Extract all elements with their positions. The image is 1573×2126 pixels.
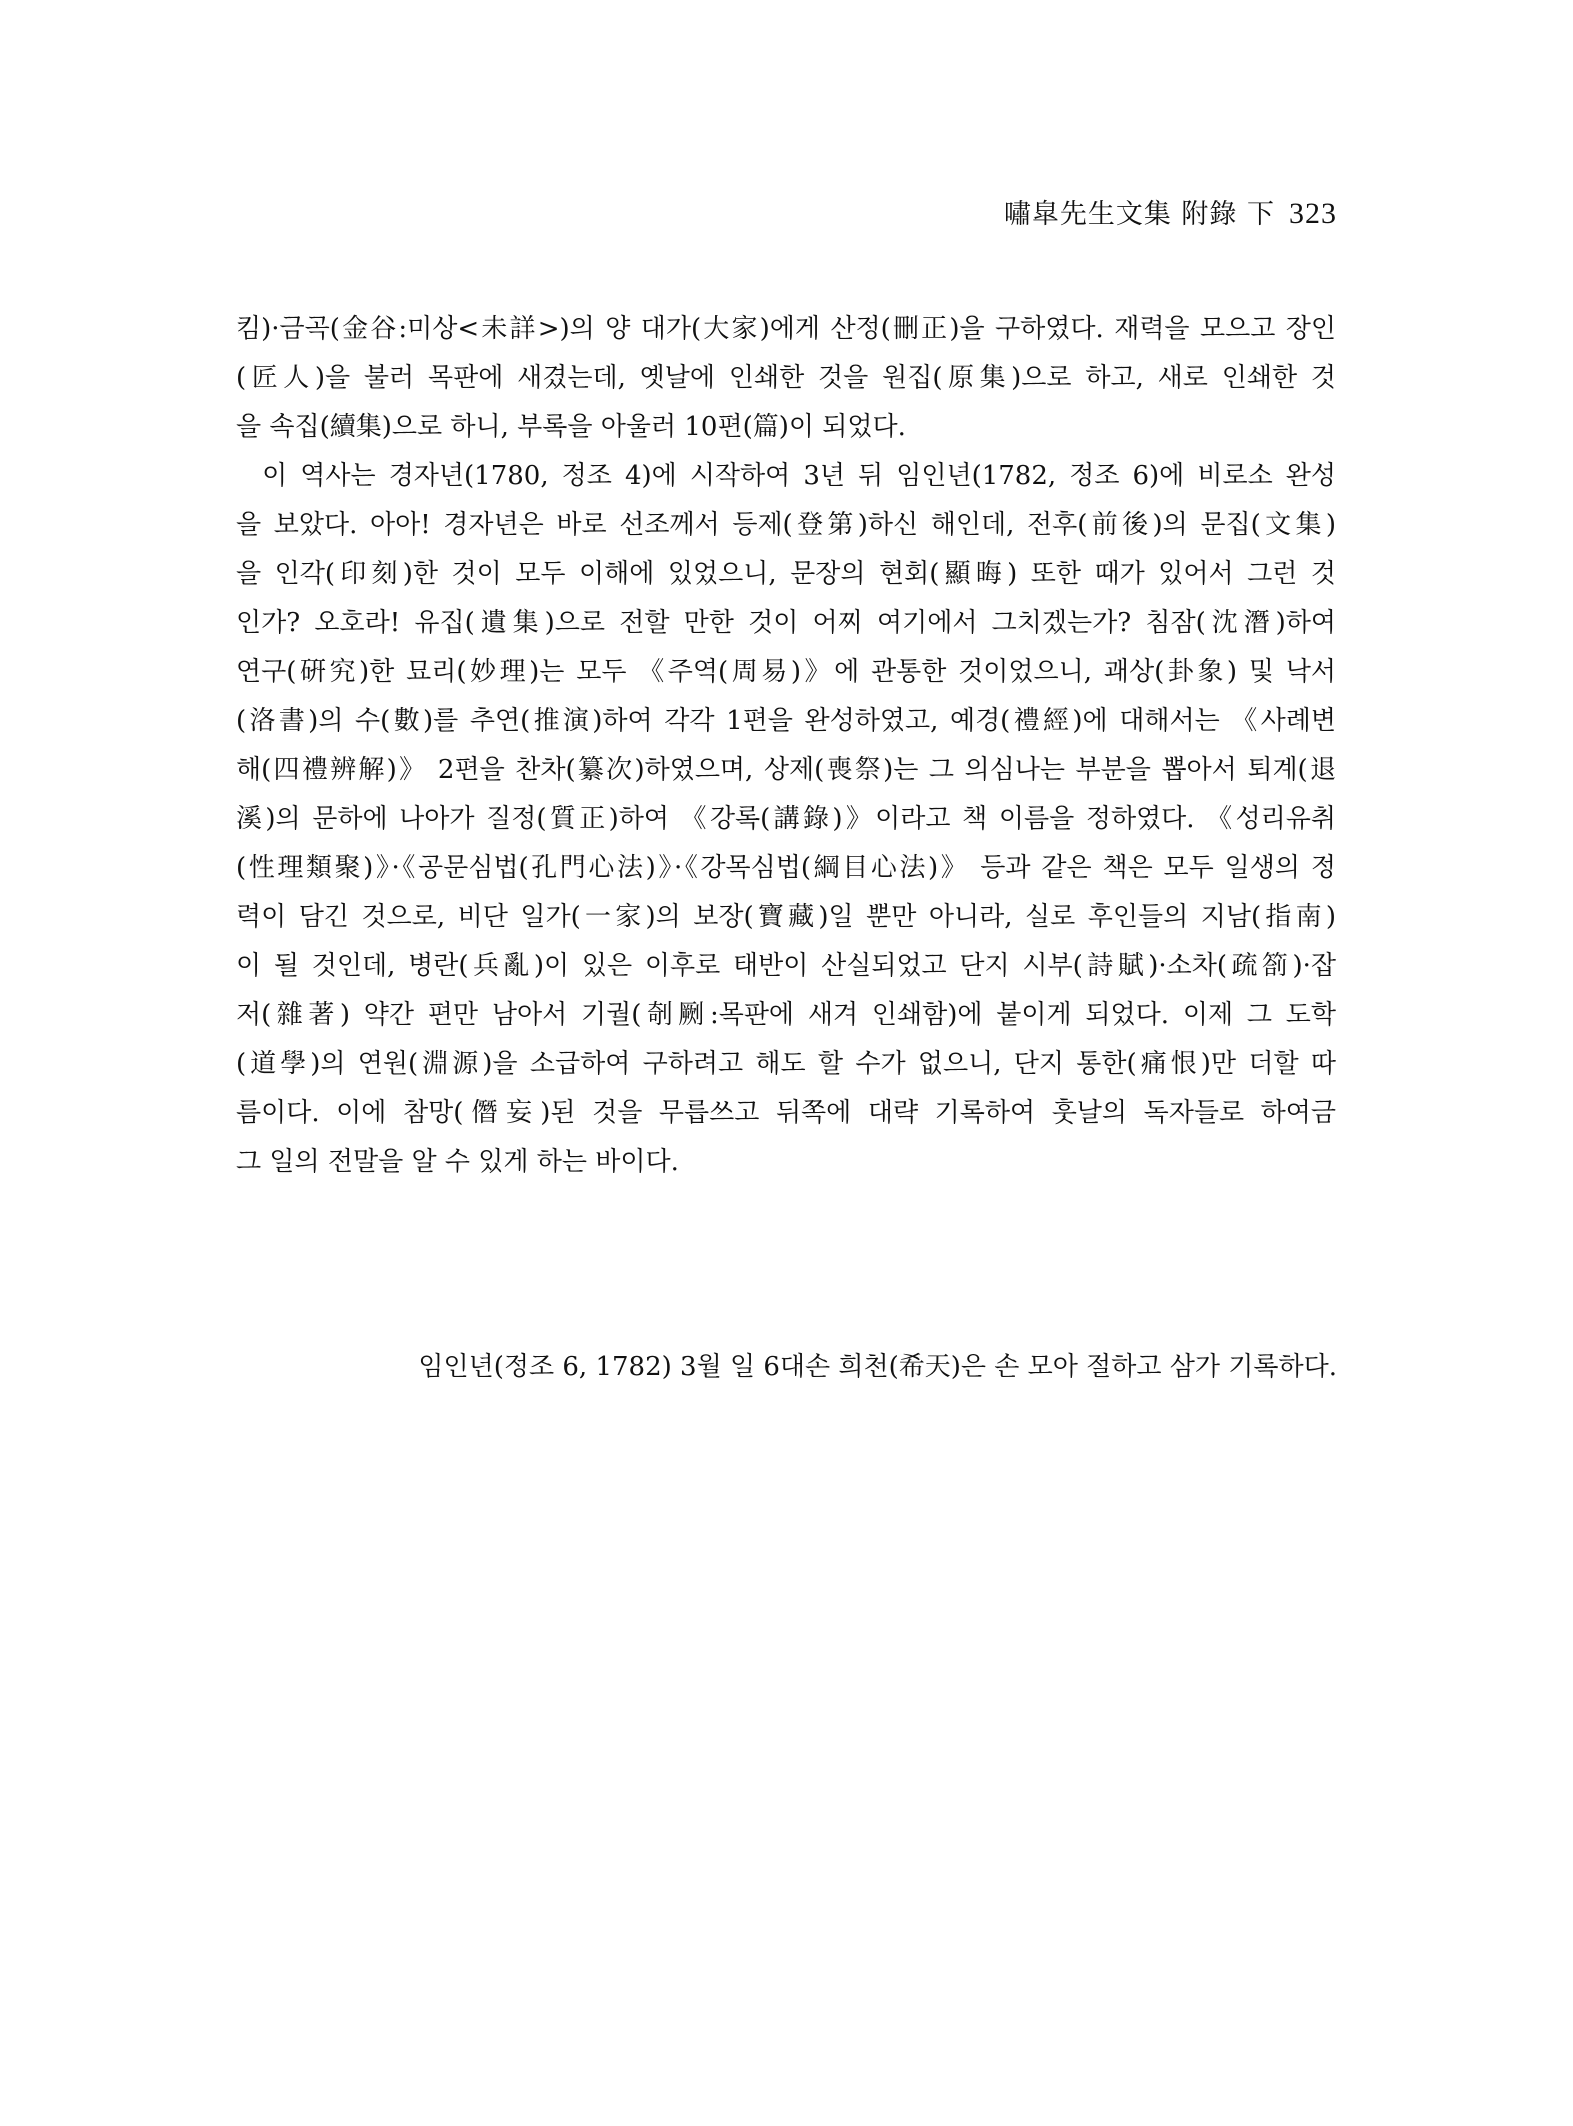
body-text [236, 305, 1336, 1187]
signature-line: 임인년(정조 6, 1782) 3월 일 6대손 희천(希天)은 손 모아 절하고 삼가 기록하다. [418, 1352, 1337, 1382]
text-line: 을 속집(續集)으로 하니, 부록을 아울러 10편(篇)이 되었다. [236, 412, 906, 442]
running-header [1004, 192, 1337, 231]
paragraph [236, 305, 1336, 452]
text-line: 이 될 것인데, 병란(兵亂)이 있은 이후로 태반이 산실되었고 단지 시부(詩賦)·소차(疏箚)·잡 [236, 951, 1336, 981]
text-line: 그 일의 전말을 알 수 있게 하는 바이다. [236, 1147, 679, 1177]
text-line: 력이 담긴 것으로, 비단 일가(一家)의 보장(寶藏)일 뿐만 아니라, 실로 후인들의 지남(指南) [236, 902, 1336, 932]
text-line: 저(雜著) 약간 편만 남아서 기궐(剞劂:목판에 새겨 인쇄함)에 붙이게 되었다. 이제 그 도학 [236, 1000, 1336, 1030]
text-line: 연구(硏究)한 묘리(妙理)는 모두 《주역(周易)》에 관통한 것이었으니, 괘상(卦象) 및 낙서 [236, 657, 1336, 687]
text-line: 킴)·금곡(金谷:미상<未詳>)의 양 대가(大家)에게 산정(刪正)을 구하였다. 재력을 모으고 장인 [236, 314, 1336, 344]
page-number: 323 [1289, 197, 1337, 230]
text-line: 을 인각(印刻)한 것이 모두 이해에 있었으니, 문장의 현회(顯晦) 또한 때가 있어서 그런 것 [236, 559, 1336, 589]
text-line: 름이다. 이에 참망(僭妄)된 것을 무릅쓰고 뒤쪽에 대략 기록하여 훗날의 독자들로 하여금 [236, 1098, 1336, 1128]
text-line: 을 보았다. 아아! 경자년은 바로 선조께서 등제(登第)하신 해인데, 전후(前後)의 문집(文集) [236, 510, 1336, 540]
text-line: 해(四禮辨解)》 2편을 찬차(纂次)하였으며, 상제(喪祭)는 그 의심나는 부분을 뽑아서 퇴계(退 [236, 755, 1336, 785]
text-line: (道學)의 연원(淵源)을 소급하여 구하려고 해도 할 수가 없으니, 단지 통한(痛恨)만 더할 따 [236, 1049, 1336, 1079]
text-line: (性理類聚)》·《공문심법(孔門心法)》·《강목심법(綱目心法)》 등과 같은 책은 모두 일생의 정 [236, 853, 1336, 883]
text-line: (洛書)의 수(數)를 추연(推演)하여 각각 1편을 완성하였고, 예경(禮經)에 대해서는 《사례변 [236, 706, 1336, 736]
text-line: 인가? 오호라! 유집(遺集)으로 전할 만한 것이 어찌 여기에서 그치겠는가? 침잠(沈潛)하여 [236, 608, 1336, 638]
paragraph [236, 452, 1336, 1187]
book-title: 嘯皐先生文集 附錄 下 [1003, 199, 1275, 230]
text-line: (匠人)을 불러 목판에 새겼는데, 옛날에 인쇄한 것을 원집(原集)으로 하고, 새로 인쇄한 것 [236, 363, 1336, 393]
text-line: 溪)의 문하에 나아가 질정(質正)하여 《강록(講錄)》이라고 책 이름을 정하였다. 《성리유취 [236, 804, 1336, 834]
text-line: 이 역사는 경자년(1780, 정조 4)에 시작하여 3년 뒤 임인년(1782, 정조 6)에 비로소 완성 [236, 461, 1336, 491]
